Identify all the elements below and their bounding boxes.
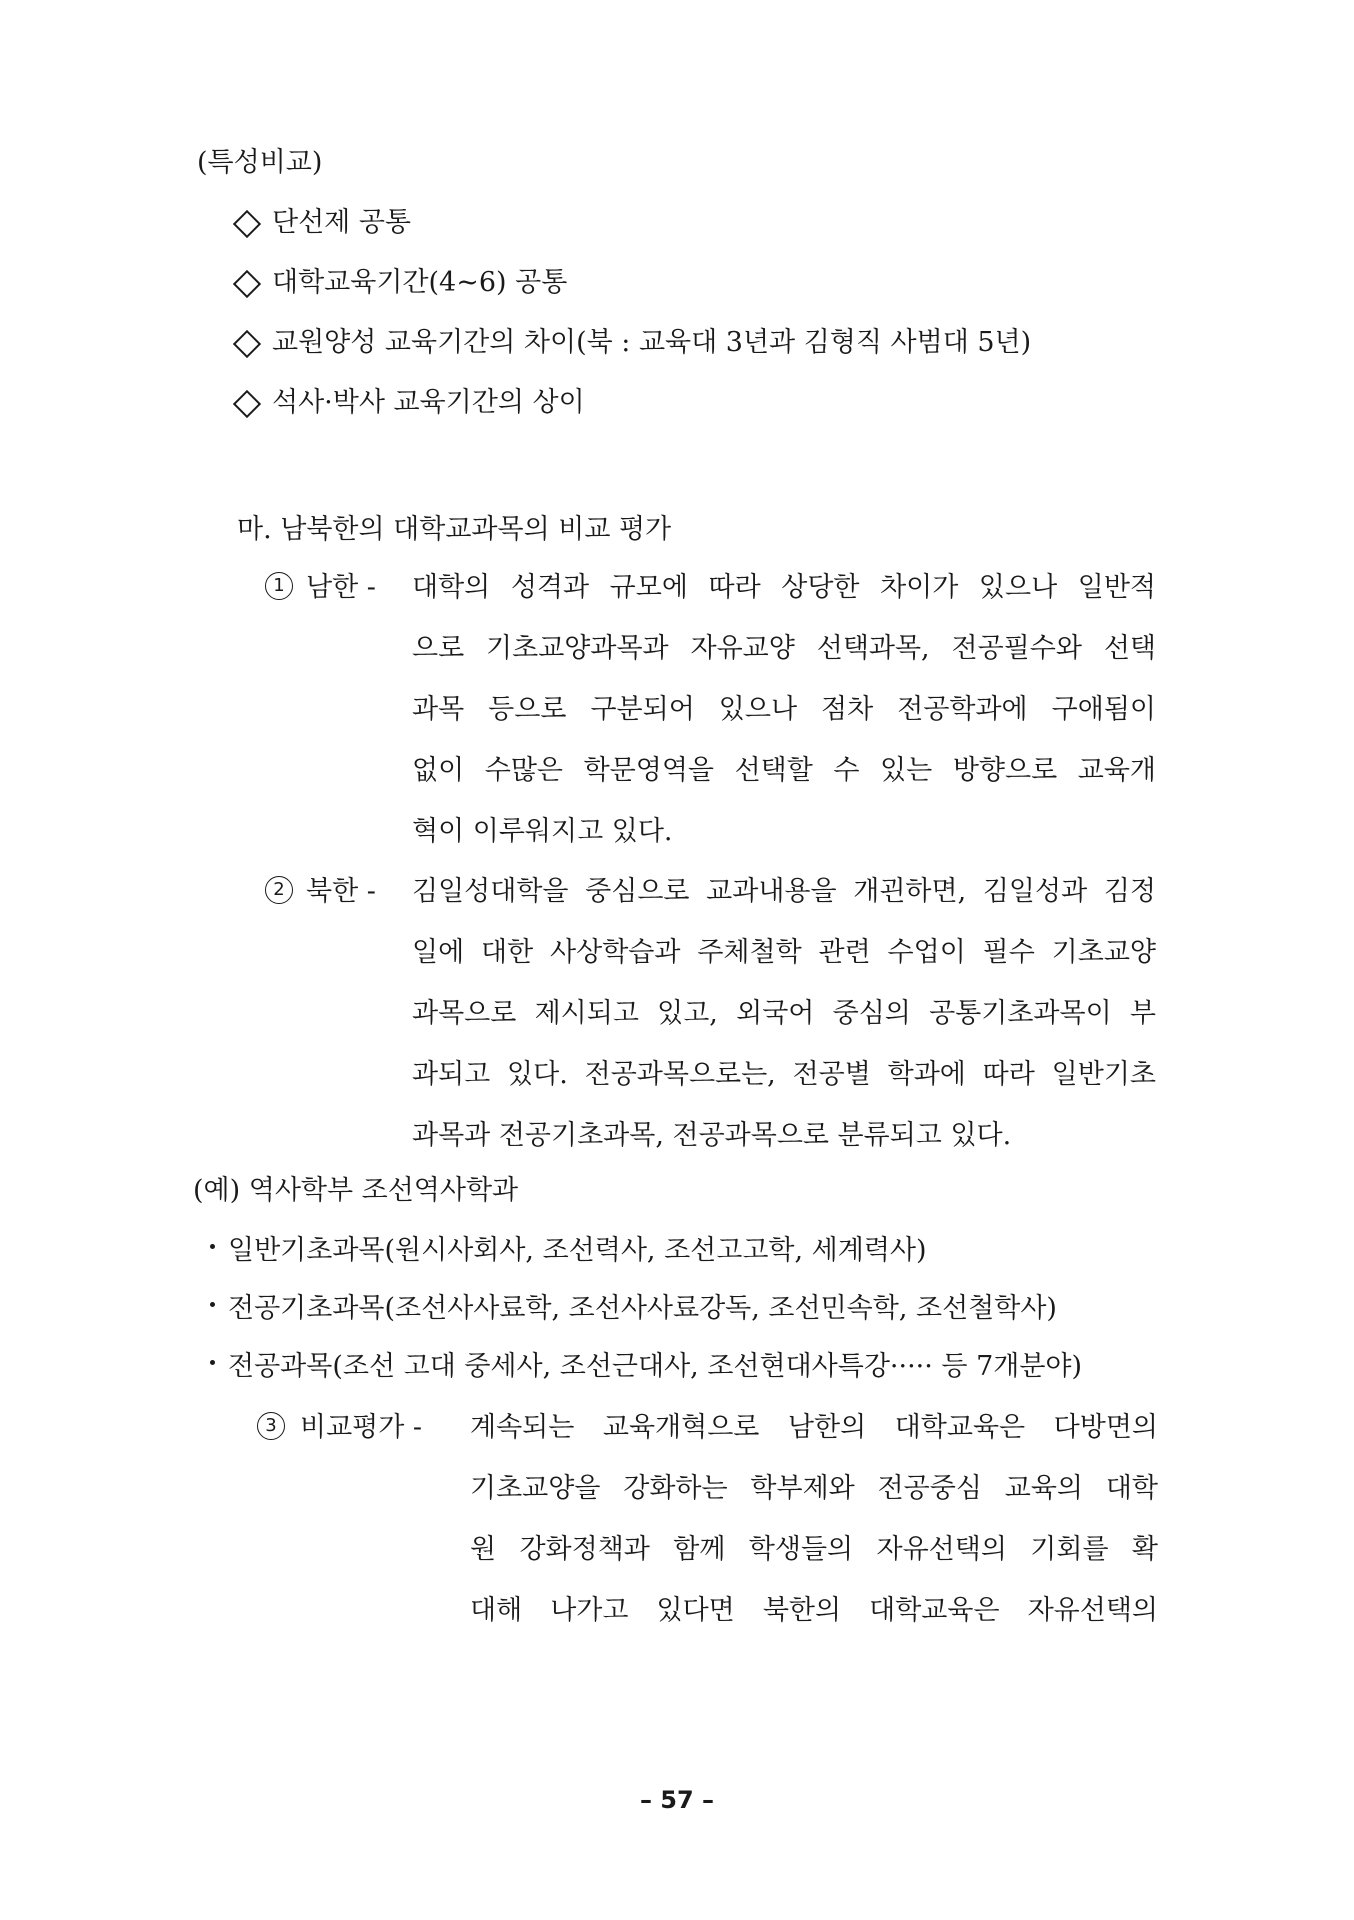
item-text-line: 계속되는 교육개혁으로 남한의 대학교육은 다방면의	[470, 1412, 1158, 1443]
circled-number: 1	[265, 572, 293, 600]
item-text-line: 기초교양을 강화하는 학부제와 전공중심 교육의 대학	[470, 1473, 1158, 1504]
example-item: 전공기초과목(조선사사료학, 조선사사료강독, 조선민속학, 조선철학사)	[228, 1293, 1057, 1324]
diamond-bullet-icon	[233, 390, 261, 418]
item-text-line: 과목 등으로 구분되어 있으나 점차 전공학과에 구애됨이	[412, 694, 1156, 725]
circled-number: 3	[257, 1412, 285, 1440]
diamond-bullet-icon	[233, 210, 261, 238]
example-heading: (예) 역사학부 조선역사학과	[193, 1175, 519, 1206]
dot-bullet-icon	[210, 1360, 215, 1365]
item-text-line: 김일성대학을 중심으로 교과내용을 개괸하면, 김일성과 김정	[412, 876, 1156, 907]
compare-item: 대학교육기간(4~6) 공통	[272, 267, 568, 298]
item-text-line: 으로 기초교양과목과 자유교양 선택과목, 전공필수와 선택	[412, 633, 1156, 664]
item-text-line: 없이 수많은 학문영역을 선택할 수 있는 방향으로 교육개	[412, 755, 1156, 786]
example-item: 전공과목(조선 고대 중세사, 조선근대사, 조선현대사특강····· 등 7개분야)	[228, 1351, 1083, 1382]
dot-bullet-icon	[210, 1302, 215, 1307]
item-text-line: 원 강화정책과 함께 학생들의 자유선택의 기회를 확	[470, 1534, 1158, 1565]
item-label: 북한 -	[306, 876, 376, 907]
section-heading: (특성비교)	[197, 147, 323, 178]
dot-bullet-icon	[210, 1244, 215, 1249]
item-text-line: 대해 나가고 있다면 북한의 대학교육은 자유선택의	[470, 1595, 1158, 1626]
example-item: 일반기초과목(원시사회사, 조선력사, 조선고고학, 세계력사)	[228, 1235, 927, 1266]
item-text-line: 과목으로 제시되고 있고, 외국어 중심의 공통기초과목이 부	[412, 998, 1156, 1029]
item-label: 비교평가 -	[300, 1412, 423, 1443]
diamond-bullet-icon	[233, 270, 261, 298]
compare-item: 석사·박사 교육기간의 상이	[272, 387, 585, 418]
compare-item: 교원양성 교육기간의 차이(북 : 교육대 3년과 김형직 사범대 5년)	[272, 327, 1032, 358]
compare-item: 단선제 공통	[272, 207, 411, 238]
diamond-bullet-icon	[233, 330, 261, 358]
item-text-line: 일에 대한 사상학습과 주체철학 관련 수업이 필수 기초교양	[412, 937, 1156, 968]
circled-number: 2	[265, 876, 293, 904]
page-number: – 57 –	[639, 1786, 715, 1814]
item-label: 남한 -	[306, 572, 376, 603]
item-text-line: 대학의 성격과 규모에 따라 상당한 차이가 있으나 일반적	[412, 572, 1156, 603]
item-text-line: 과되고 있다. 전공과목으로는, 전공별 학과에 따라 일반기초	[412, 1059, 1156, 1090]
section-title: 마. 남북한의 대학교과목의 비교 평가	[237, 514, 672, 545]
item-text-line: 혁이 이루워지고 있다.	[412, 816, 673, 847]
item-text-line: 과목과 전공기초과목, 전공과목으로 분류되고 있다.	[412, 1120, 1012, 1151]
